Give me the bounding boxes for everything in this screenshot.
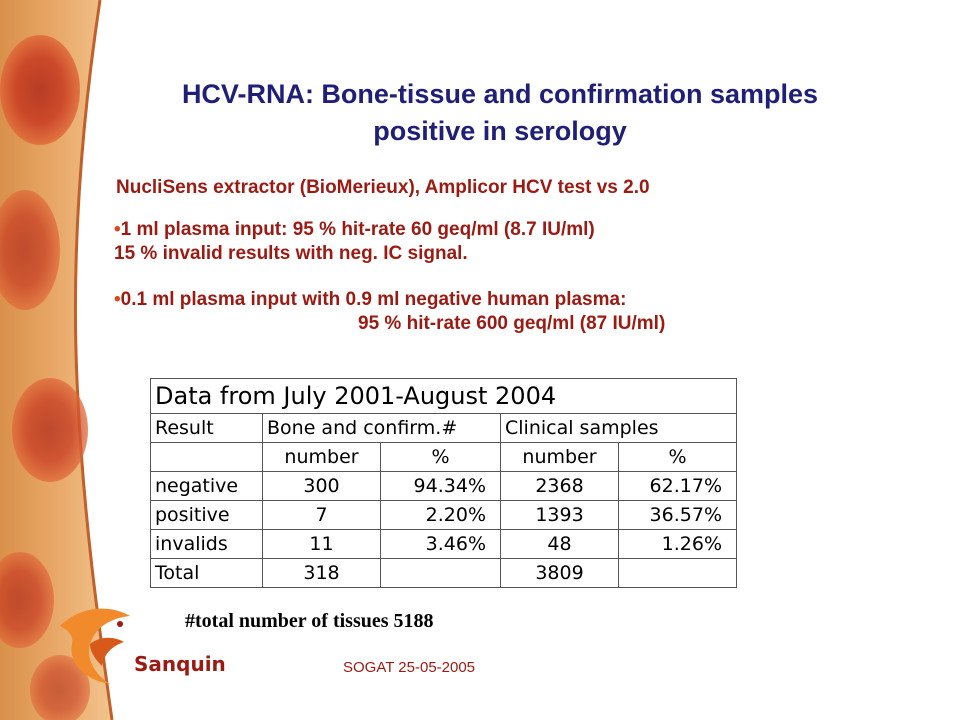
table-cell: invalids xyxy=(151,530,263,559)
table-cell xyxy=(619,559,737,588)
table-cell: 318 xyxy=(263,559,381,588)
subheader-cell: % xyxy=(619,443,737,472)
bullet-2-line-1: 0.1 ml plasma input with 0.9 ml negative human plasma: xyxy=(120,289,627,310)
bullet-2-line-2: 95 % hit-rate 600 geq/ml (87 IU/ml) xyxy=(358,313,666,334)
footnote: #total number of tissues 5188 xyxy=(185,610,434,632)
bullet-1 xyxy=(114,218,595,266)
table-cell: 2.20% xyxy=(381,501,501,530)
table-subheader-row xyxy=(151,443,737,472)
table-row xyxy=(151,530,737,559)
subheader-cell: number xyxy=(263,443,381,472)
subheader-cell: number xyxy=(501,443,619,472)
bullet-1-line-1: 1 ml plasma input: 95 % hit-rate 60 geq/ml (8.7 IU/ml) xyxy=(120,219,595,240)
bullet-1-line-2: 15 % invalid results with neg. IC signal. xyxy=(114,243,468,264)
title-line-2: positive in serology xyxy=(373,116,627,146)
title-line-1: HCV-RNA: Bone-tissue and confirmation samples xyxy=(181,79,819,109)
bullet-2 xyxy=(114,288,665,336)
table-row-total xyxy=(151,559,737,588)
table-cell: 48 xyxy=(501,530,619,559)
table-caption-row xyxy=(151,379,737,414)
table-cell: 94.34% xyxy=(381,472,501,501)
table-cell: 62.17% xyxy=(619,472,737,501)
results-table xyxy=(150,378,737,588)
table-cell: negative xyxy=(151,472,263,501)
table-cell: positive xyxy=(151,501,263,530)
table-row xyxy=(151,472,737,501)
header-result: Result xyxy=(151,414,263,443)
bullet-icon: • xyxy=(114,219,121,240)
subheader-cell xyxy=(151,443,263,472)
subtitle: NucliSens extractor (BioMerieux), Amplicor HCV test vs 2.0 xyxy=(116,177,650,198)
table-cell xyxy=(381,559,501,588)
table-cell: 7 xyxy=(263,501,381,530)
table-cell: 1393 xyxy=(501,501,619,530)
slide-title xyxy=(110,76,890,150)
table-cell: 300 xyxy=(263,472,381,501)
table-cell: 36.57% xyxy=(619,501,737,530)
sanquin-logo-icon xyxy=(50,596,140,696)
table-cell: 3.46% xyxy=(381,530,501,559)
table-cell: 1.26% xyxy=(619,530,737,559)
header-bone: Bone and confirm.# xyxy=(263,414,501,443)
table-caption: Data from July 2001-August 2004 xyxy=(151,379,737,414)
header-clinical: Clinical samples xyxy=(501,414,737,443)
table-row xyxy=(151,501,737,530)
bullet-icon: • xyxy=(114,289,121,310)
table-cell: 2368 xyxy=(501,472,619,501)
table-cell: 11 xyxy=(263,530,381,559)
logo-text: Sanquin xyxy=(134,652,226,676)
subheader-cell: % xyxy=(381,443,501,472)
table-cell: 3809 xyxy=(501,559,619,588)
footer-text: SOGAT 25-05-2005 xyxy=(343,659,476,676)
table-cell: Total xyxy=(151,559,263,588)
table-header-row xyxy=(151,414,737,443)
